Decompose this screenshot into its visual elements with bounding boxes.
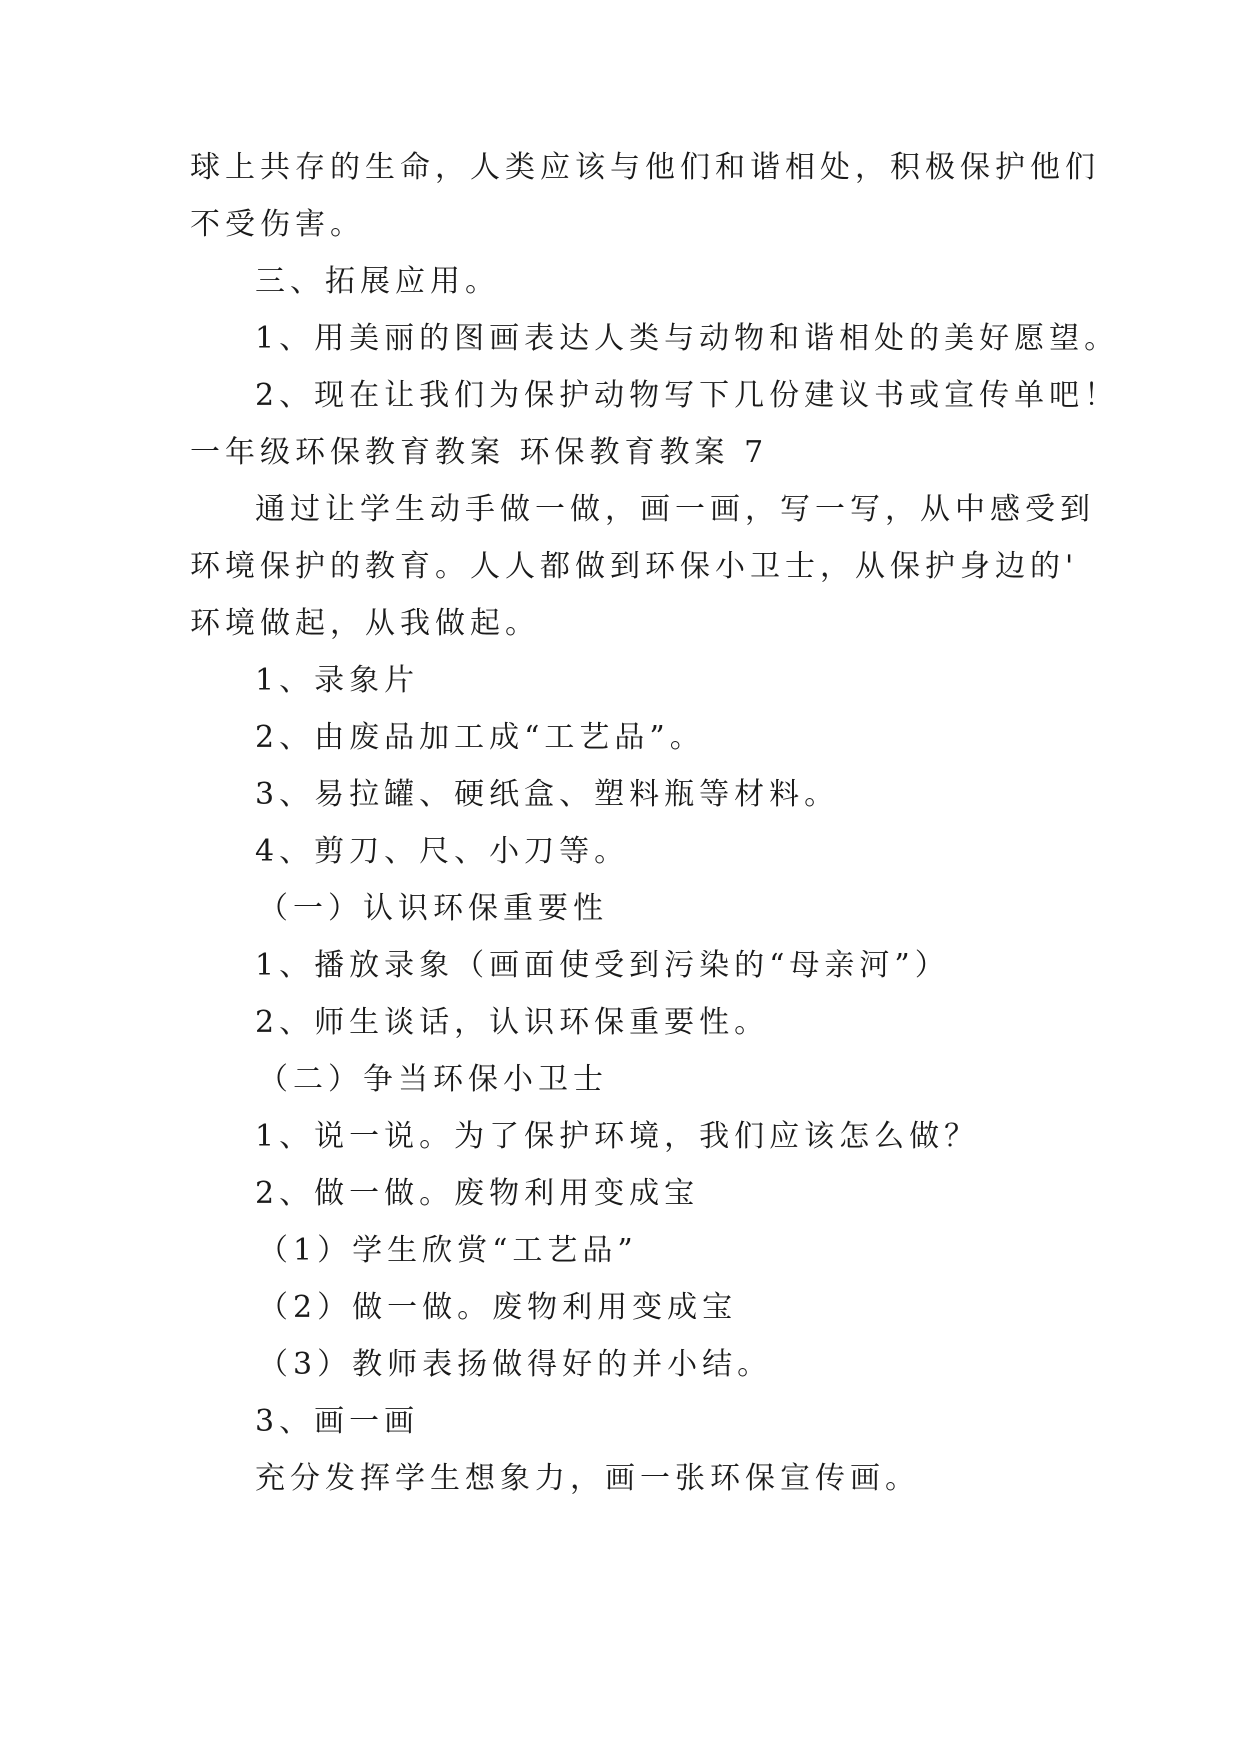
document-title: 一年级环保教育教案 环保教育教案 7: [190, 435, 769, 470]
section-heading: （二）争当环保小卫士: [258, 1062, 608, 1097]
paragraph-line: 球上共存的生命，人类应该与他们和谐相处，积极保护他们: [190, 150, 1100, 185]
list-item: （1）学生欣赏“工艺品”: [258, 1233, 638, 1268]
list-item: （3）教师表扬做得好的并小结。: [258, 1347, 773, 1382]
list-item: 2、由废品加工成“工艺品”。: [255, 720, 705, 755]
list-item: 3、易拉罐、硬纸盒、塑料瓶等材料。: [255, 777, 840, 812]
list-item: 2、做一做。废物利用变成宝: [255, 1176, 700, 1211]
section-heading: 三、拓展应用。: [255, 264, 500, 299]
list-item: 2、师生谈话，认识环保重要性。: [255, 1005, 770, 1040]
section-heading: （一）认识环保重要性: [258, 891, 608, 926]
list-item: 1、说一说。为了保护环境，我们应该怎么做？: [255, 1119, 980, 1154]
list-item: 1、用美丽的图画表达人类与动物和谐相处的美好愿望。: [255, 321, 1120, 356]
list-item: 1、录象片: [255, 663, 420, 698]
paragraph-line: 环境保护的教育。人人都做到环保小卫士，从保护身边的': [190, 549, 1079, 584]
list-item: 1、播放录象（画面使受到污染的“母亲河”）: [255, 948, 950, 983]
list-item: （2）做一做。废物利用变成宝: [258, 1290, 738, 1325]
paragraph-line: 不受伤害。: [190, 207, 365, 242]
list-item: 4、剪刀、尺、小刀等。: [255, 834, 630, 869]
paragraph-line: 充分发挥学生想象力，画一张环保宣传画。: [255, 1461, 920, 1496]
list-item: 3、画一画: [255, 1404, 420, 1439]
list-item: 2、现在让我们为保护动物写下几份建议书或宣传单吧！: [255, 378, 1120, 413]
paragraph-line: 环境做起，从我做起。: [190, 606, 540, 641]
paragraph-line: 通过让学生动手做一做，画一画，写一写，从中感受到: [255, 492, 1095, 527]
